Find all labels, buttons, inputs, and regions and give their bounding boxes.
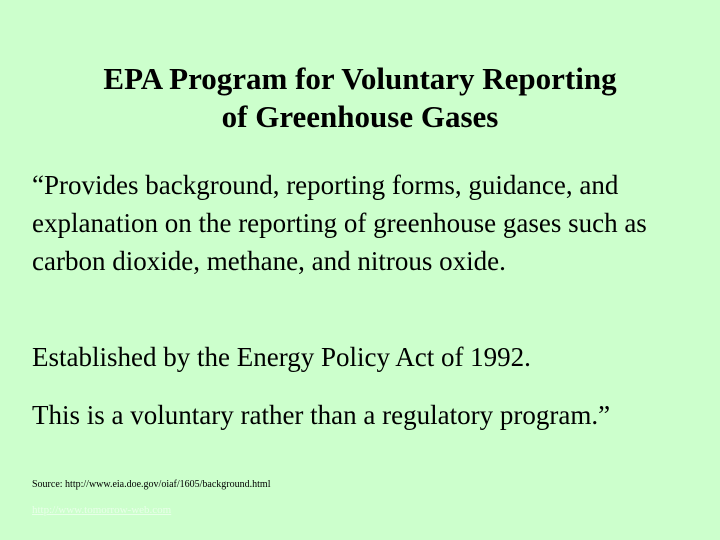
paragraph-description: “Provides background, reporting forms, guidance, and explanation on the reporting of greenhouse gases such as carbon dioxide, methane, and nitrous oxide. <box>32 170 647 276</box>
source-citation: Source: http://www.eia.doe.gov/oiaf/1605/background.html <box>32 479 271 490</box>
slide-title-line-1: EPA Program for Voluntary Reporting <box>103 61 617 96</box>
tomorrow-web-link[interactable]: http://www.tomorrow-web.com <box>32 504 172 516</box>
paragraph-established: Established by the Energy Policy Act of 1992. <box>32 342 531 372</box>
slide-title <box>20 60 700 136</box>
slide-title-line-2: of Greenhouse Gases <box>221 99 499 134</box>
paragraph-voluntary: This is a voluntary rather than a regulatory program.” <box>32 400 611 430</box>
